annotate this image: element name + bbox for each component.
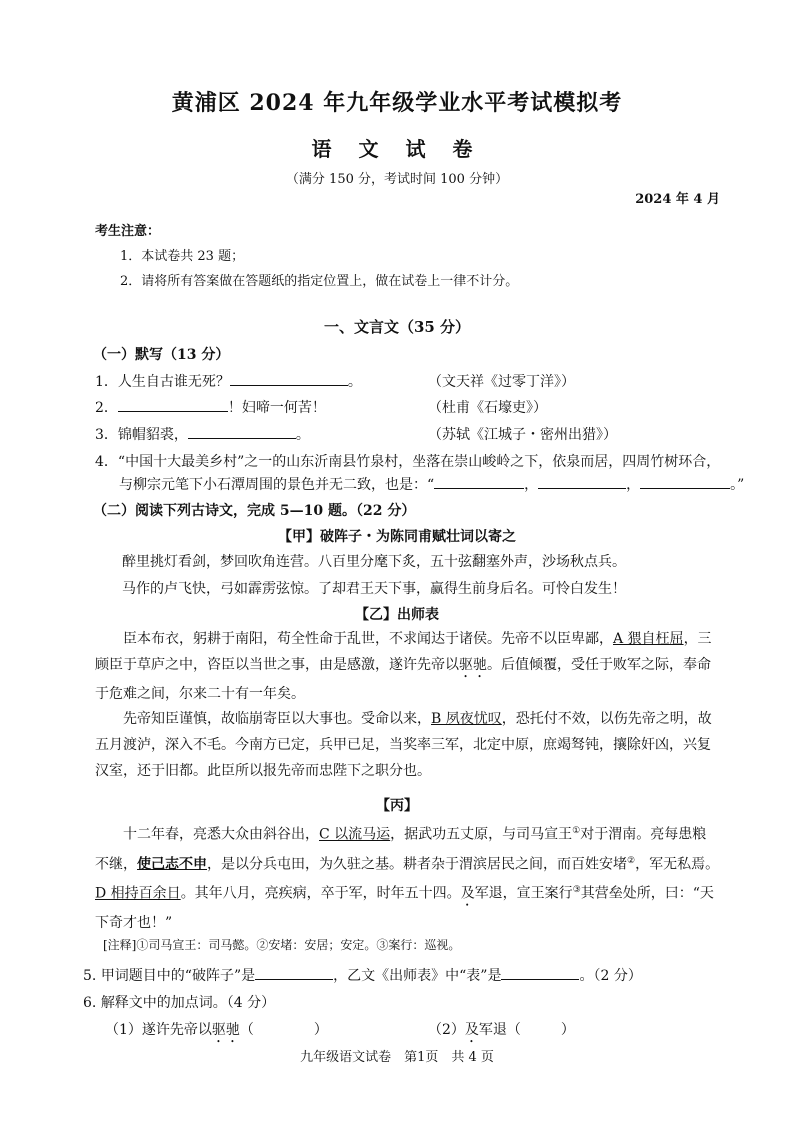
mark-will: 使己志不申: [137, 856, 207, 873]
notice-item-1: 1．本试卷共 23 题；: [120, 249, 245, 264]
question-4-line2: 与柳宗元笔下小石潭周围的景色并无二致，也是：“ ， ， 。”: [119, 474, 744, 494]
exam-date: 2024 年 4 月: [635, 192, 720, 207]
exam-note: （满分 150 分，考试时间 100 分钟）: [285, 172, 509, 187]
dotted-word-ji: 及: [460, 885, 475, 902]
section1-heading: 一、文言文（35 分）: [323, 318, 471, 336]
answer-blank-q5-a[interactable]: [255, 965, 333, 980]
mark-c: C 以流马运: [319, 826, 391, 843]
dotted-word-quchi: 驱驰: [459, 657, 487, 673]
answer-blank-q3[interactable]: [188, 424, 296, 439]
source-q2: （杜甫《石壕吏》）: [428, 400, 547, 416]
answer-blank-q4-c[interactable]: [640, 474, 730, 489]
part2-heading: （二）阅读下列古诗文，完成 5—10 题。（22 分）: [93, 503, 416, 519]
mark-a: A 猥自枉屈: [613, 631, 684, 647]
question-2: 2． ！妇啼一何苦！: [95, 397, 326, 417]
question-3: 3．锦帽貂裘， 。: [95, 424, 310, 444]
yi-paragraph-2: 先帝知臣谨慎，故临崩寄臣以大事也。受命以来，B 夙夜忧叹，恐托付不效，以伤先帝之明，故五月渡泸，深入不毛。今南方已定，兵甲已足，当奖率三军，北定中原，庶竭驽钝，攘除奸凶，兴复汉室，还于旧都。此臣所以报先帝而忠陛下之职分也。: [95, 711, 712, 779]
jia-line-1: 醉里挑灯看剑，梦回吹角连营。八百里分麾下炙，五十弦翻塞外声，沙场秋点兵。: [122, 554, 626, 570]
source-q3: （苏轼《江城子・密州出猎》）: [428, 427, 617, 443]
bing-paragraph: 十二年春，亮悉大众由斜谷出，C 以流马运，据武功五丈原，与司马宣王①对于渭南。亮每患粮不继，使己志不申，是以分兵屯田，为久驻之基。耕者杂于渭滨居民之间，而百姓安堵②，军无私焉。D 相持百余日。其年八月，亮疾病，卒于军，时年五十四。及军退，宣王案行③其营垒处所，曰：“天下奇才也！”: [95, 826, 720, 931]
notice-heading: 考生注意：: [95, 224, 161, 239]
answer-blank-q1[interactable]: [230, 371, 348, 386]
notice-item-2: 2．请将所有答案做在答题纸的指定位置上，做在试卷上一律不计分。: [120, 274, 519, 289]
question-4-line1: 4．“中国十大最美乡村”之一的山东沂南县竹泉村，坐落在崇山峻岭之下，依泉而居，四周竹树环合，: [95, 454, 721, 470]
answer-blank-q4-a[interactable]: [434, 474, 524, 489]
question-1: 1．人生自古谁无死？ 。: [95, 371, 362, 391]
answer-blank-q5-b[interactable]: [501, 965, 579, 980]
bing-title: 【丙】: [376, 798, 418, 814]
part1-heading: （一）默写（13 分）: [93, 347, 230, 363]
question-5: 5. 甲词题目中的“破阵子”是 ，乙文《出师表》中“表”是 。（2 分）: [83, 965, 642, 985]
jia-title: 【甲】破阵子・为陈同甫赋壮词以寄之: [278, 529, 516, 545]
page-footer: 九年级语文试卷 第1页 共 4 页: [300, 1050, 494, 1065]
mark-b: B 夙夜忧叹: [431, 711, 502, 727]
yi-title: 【乙】出师表: [355, 607, 439, 623]
exam-title: 黄浦区 2024 年九年级学业水平考试模拟考: [171, 90, 623, 116]
jia-line-2: 马作的卢飞快，弓如霹雳弦惊。了却君王天下事，赢得生前身后名。可怜白发生！: [122, 581, 626, 597]
exam-subtitle: 语 文 试 卷: [311, 137, 483, 161]
source-q1: （文天祥《过零丁洋》）: [428, 374, 575, 390]
mark-d: D 相持百余日: [95, 885, 181, 902]
question-6-sub1: （1）遂许先帝以驱驰（ ）: [105, 1022, 328, 1038]
question-6-sub2: （2）及军退（ ）: [428, 1022, 575, 1038]
question-6: 6. 解释文中的加点词。（4 分）: [83, 995, 276, 1011]
yi-paragraph-1: 臣本布衣，躬耕于南阳，苟全性命于乱世，不求闻达于诸侯。先帝不以臣卑鄙，A 猥自枉屈，三顾臣于草庐之中，咨臣以当世之事，由是感激，遂许先帝以驱驰。后值倾覆，受任于败军之际，奉命于危难之间，尔来二十有一年矣。: [95, 631, 712, 702]
footnote: [注释]①司马宣王：司马懿。②安堵：安居；安定。③案行：巡视。: [103, 938, 461, 952]
answer-blank-q2[interactable]: [118, 397, 228, 412]
answer-blank-q4-b[interactable]: [538, 474, 626, 489]
